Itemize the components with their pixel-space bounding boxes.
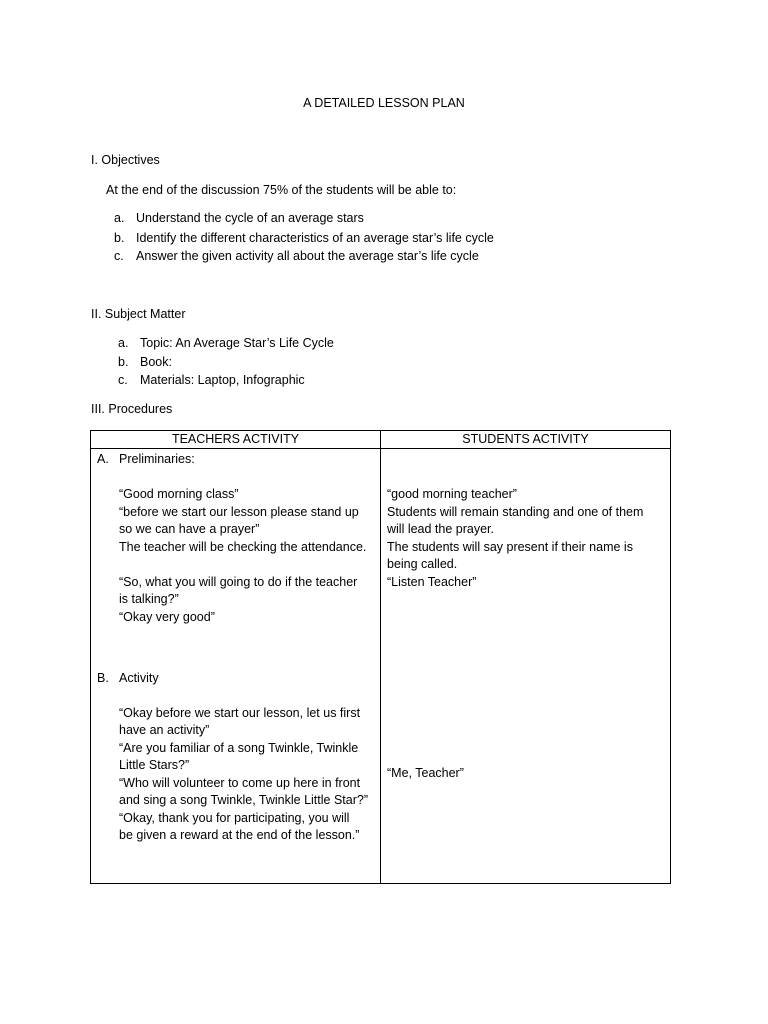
objective-b-text: Identify the different characteristics of an average star’s life cycle: [136, 231, 494, 245]
teacher-cell: [91, 449, 381, 884]
objective-c-label: c.: [114, 249, 124, 263]
teacher-line: “Who will volunteer to come up here in front: [119, 775, 361, 790]
subject-b-label: b.: [118, 355, 129, 369]
section-b-label: B.: [97, 670, 109, 685]
student-line: Students will remain standing and one of them: [387, 504, 644, 519]
table-header-row: [91, 431, 671, 449]
teacher-line: so we can have a prayer”: [119, 522, 260, 536]
teacher-line: Little Stars?”: [119, 758, 190, 772]
procedures-heading: III. Procedures: [91, 402, 173, 416]
teacher-line: is talking?”: [119, 592, 179, 606]
teacher-line: “So, what you will going to do if the teacher: [119, 574, 358, 589]
subject-c-label: c.: [118, 373, 128, 387]
student-line: “good morning teacher”: [387, 487, 517, 501]
procedures-table: [90, 430, 671, 884]
teacher-line: “Okay before we start our lesson, let us first: [119, 705, 361, 720]
section-a-teacher-lines: [97, 486, 380, 626]
teacher-line: and sing a song Twinkle, Twinkle Little Star?”: [119, 793, 368, 807]
teacher-line: The teacher will be checking the attendance.: [119, 539, 367, 554]
objective-c-text: Answer the given activity all about the average star’s life cycle: [136, 249, 479, 263]
section-b-name: Activity: [119, 670, 159, 685]
subject-c-text: Materials: Laptop, Infographic: [140, 373, 305, 387]
objective-a-text: Understand the cycle of an average stars: [136, 211, 364, 225]
objectives-intro: At the end of the discussion 75% of the students will be able to:: [106, 183, 457, 197]
teacher-line: “before we start our lesson please stand up: [119, 504, 359, 519]
section-a-label: A.: [97, 452, 109, 466]
teacher-line: “Are you familiar of a song Twinkle, Twinkle: [119, 740, 359, 755]
student-line: The students will say present if their name is: [387, 539, 633, 554]
teacher-line: “Okay, thank you for participating, you will: [119, 810, 350, 825]
section-b-teacher-lines: [97, 705, 380, 845]
subject-b-text: Book:: [140, 355, 172, 369]
subject-a-label: a.: [118, 336, 129, 350]
objectives-heading: I. Objectives: [91, 153, 160, 167]
document-title: A DETAILED LESSON PLAN: [303, 96, 465, 110]
teacher-line: have an activity”: [119, 723, 210, 737]
student-line: will lead the prayer.: [387, 522, 495, 536]
objective-a-label: a.: [114, 211, 125, 225]
teachers-activity-header: TEACHERS ACTIVITY: [91, 431, 381, 449]
subject-a-text: Topic: An Average Star’s Life Cycle: [140, 336, 334, 350]
teacher-line: “Good morning class”: [119, 487, 239, 501]
students-cell: [381, 449, 671, 884]
subject-matter-heading: II. Subject Matter: [91, 307, 186, 321]
student-line: “Me, Teacher”: [387, 766, 464, 780]
student-line: being called.: [387, 557, 458, 571]
teacher-line: “Okay very good”: [119, 609, 215, 624]
objective-b-label: b.: [114, 231, 125, 245]
student-line: “Listen Teacher”: [387, 574, 477, 589]
students-activity-header: STUDENTS ACTIVITY: [381, 431, 671, 449]
table-row: [91, 449, 671, 884]
teacher-line: be given a reward at the end of the lesson.”: [119, 828, 360, 842]
section-a-name: Preliminaries:: [119, 452, 195, 466]
